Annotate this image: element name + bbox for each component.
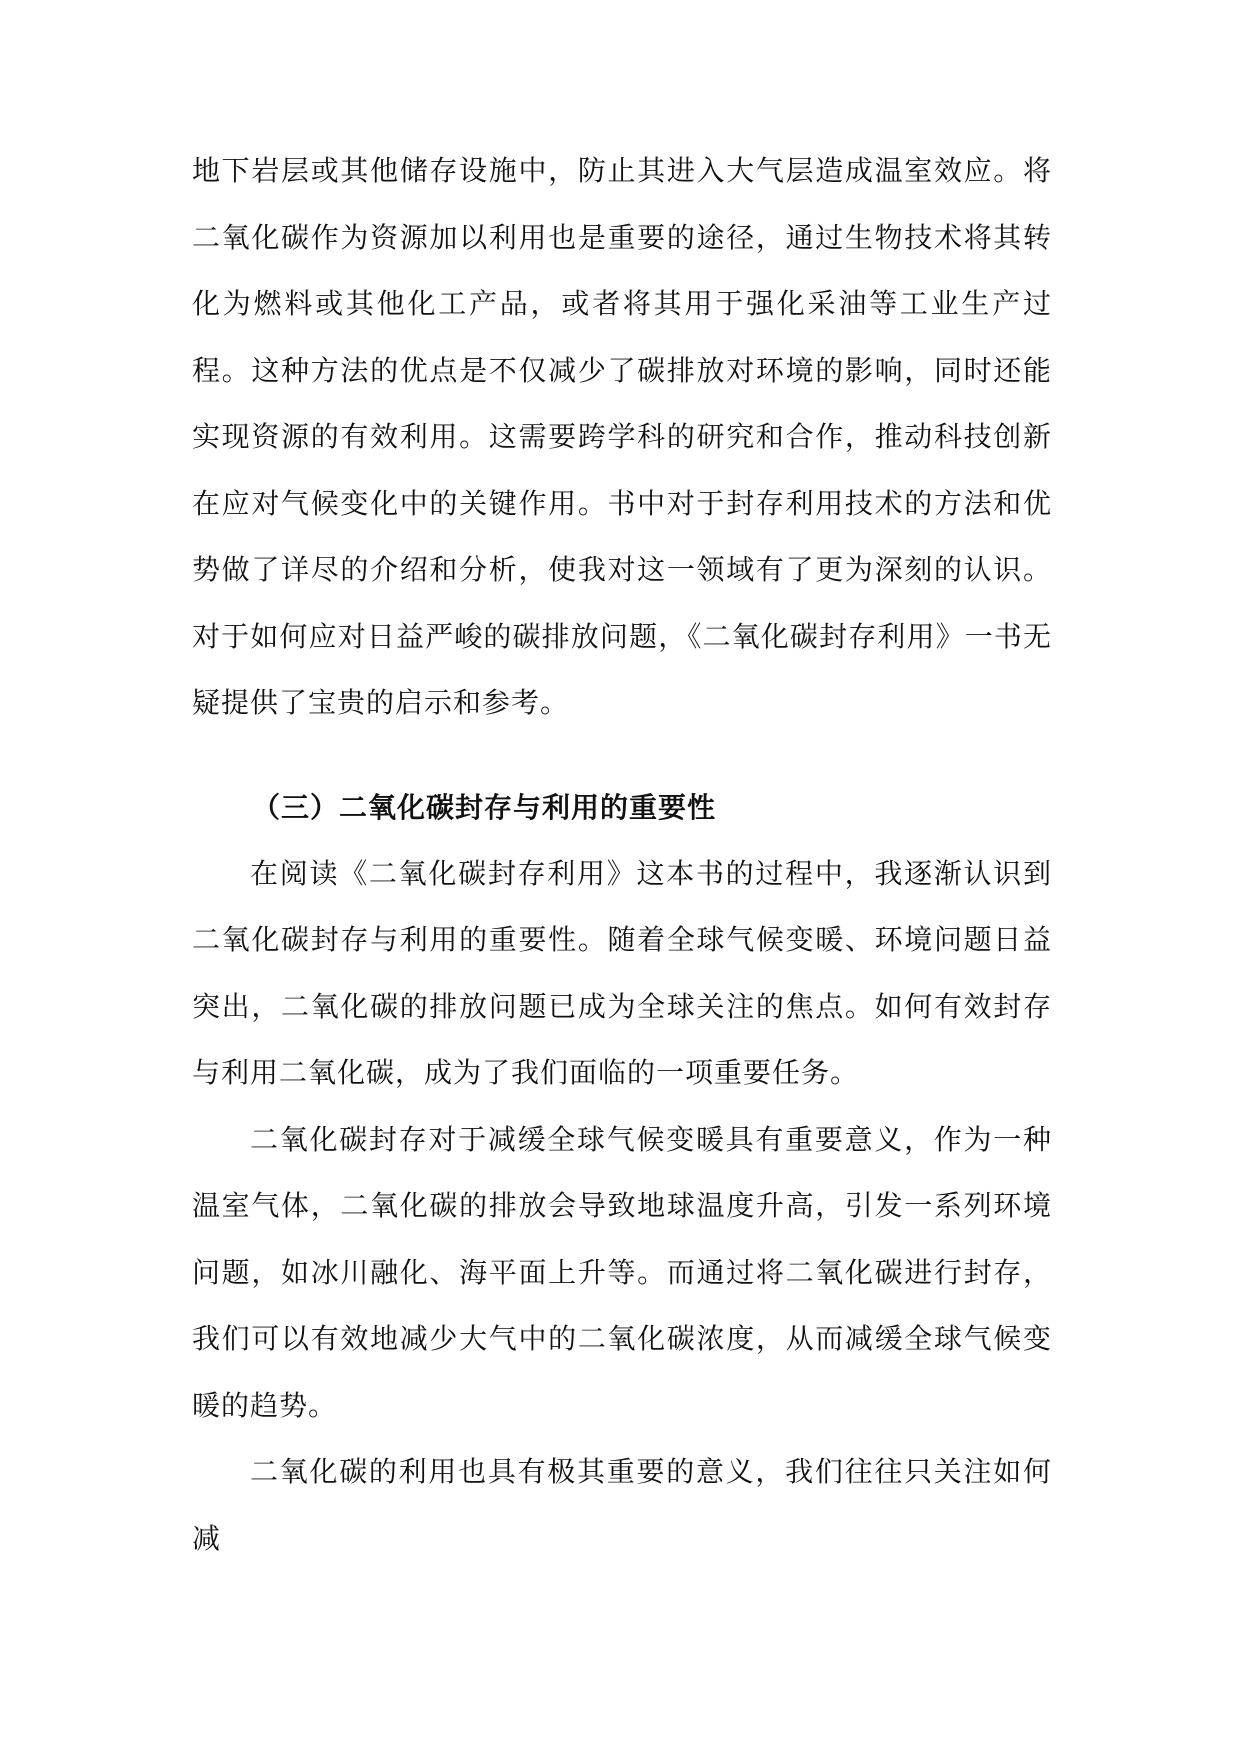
section-heading: （三）二氧化碳封存与利用的重要性 [252, 790, 717, 824]
page-content [192, 138, 1052, 1572]
paragraph-utilization-significance: 二氧化碳的利用也具有极其重要的意义，我们往往只关注如何减 [192, 1455, 1052, 1555]
paragraph-storage-significance: 二氧化碳封存对于减缓全球气候变暖具有重要意义，作为一种温室气体，二氧化碳的排放会导致地球温度升高，引发一系列环境问题，如冰川融化、海平面上升等。而通过将二氧化碳进行封存，我们可以有效地减少大气中的二氧化碳浓度，从而减缓全球气候变暖的趋势。 [192, 1122, 1052, 1422]
paragraph-continued: 地下岩层或其他储存设施中，防止其进入大气层造成温室效应。将二氧化碳作为资源加以利用也是重要的途径，通过生物技术将其转化为燃料或其他化工产品，或者将其用于强化采油等工业生产过程。这种方法的优点是不仅减少了碳排放对环境的影响，同时还能实现资源的有效利用。这需要跨学科的研究和合作，推动科技创新在应对气候变化中的关键作用。书中对于封存利用技术的方法和优势做了详尽的介绍和分析，使我对这一领域有了更为深刻的认识。对于如何应对日益严峻的碳排放问题，《二氧化碳封存利用》一书无疑提供了宝贵的启示和参考。 [192, 154, 1052, 719]
paragraph-reading-intro: 在阅读《二氧化碳封存利用》这本书的过程中，我逐渐认识到二氧化碳封存与利用的重要性。随着全球气候变暖、环境问题日益突出，二氧化碳的排放问题已成为全球关注的焦点。如何有效封存与利用二氧化碳，成为了我们面临的一项重要任务。 [192, 856, 1052, 1089]
